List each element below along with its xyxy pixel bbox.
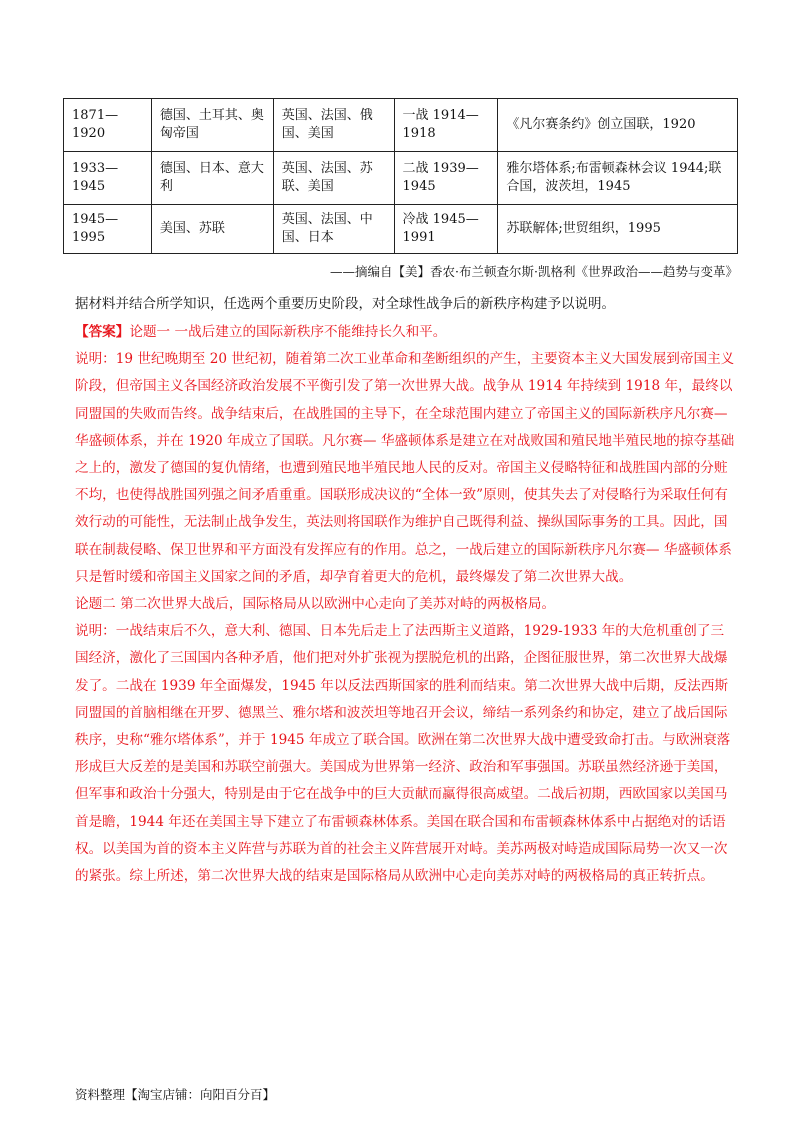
answer-tag: 【答案】 — [75, 324, 130, 340]
allies-cell: 英国、法国、俄国、美国 — [273, 99, 394, 152]
period-cell: 1933—1945 — [64, 152, 152, 205]
question-text: 据材料并结合所学知识，任选两个重要历史阶段，对全球性战争后的新秩序构建予以说明。 — [75, 296, 615, 312]
thesis-one-text: 论题一 一战后建立的国际新秩序不能维持长久和平。 — [129, 324, 447, 340]
thesis-one — [75, 319, 737, 346]
explanation-two: 说明：一战结束后不久，意大利、德国、日本先后走上了法西斯主义道路，1929-1933 年的大危机重创了三国经济，激化了三国国内各种矛盾，他们把对外扩张视为摆脱危机的出路，企图征服世界，第二次世界大战爆发了。二战在 1939 年全面爆发，1945 年以反法西斯国家的胜利而结束。第二次世界大战中后期，反法西斯同盟国的首脑相继在开罗、德黑兰、雅尔塔和波茨坦等地召开会议，缔结一系列条约和协定，建立了战后国际秩序，史称“雅尔塔体系”，并于 1945 年成立了联合国。欧洲在第二次世界大战中遭受致命打击。与欧洲衰落形成巨大反差的是美国和苏联空前强大。美国成为世界第一经济、政治和军事强国。苏联虽然经济逊于美国，但军事和政治十分强大，特别是由于它在战争中的巨大贡献而赢得很高威望。二战后初期，西欧国家以美国马首是瞻，1944 年还在美国主导下建立了布雷顿森林体系。美国在联合国和布雷顿森林体系中占据绝对的话语权。以美国为首的资本主义阵营与苏联为首的社会主义阵营展开对峙。美苏两极对峙造成国际局势一次又一次的紧张。综上所述，第二次世界大战的结束是国际格局从欧洲中心走向美苏对峙的两极格局的真正转折点。 — [75, 623, 731, 885]
table-row — [64, 152, 738, 205]
powers-cell: 美国、苏联 — [151, 205, 273, 254]
outcome-cell: 《凡尔赛条约》创立国联，1920 — [498, 99, 738, 152]
powers-cell: 德国、日本、意大利 — [151, 152, 273, 205]
period-cell: 1945—1995 — [64, 205, 152, 254]
period-cell: 1871—1920 — [64, 99, 152, 152]
source-citation: ——摘编自【美】香农·布兰顿查尔斯·凯格利《世界政治——趋势与变革》 — [330, 264, 738, 279]
thesis-two: 论题二 第二次世界大战后，国际格局从以欧洲中心走向了美苏对峙的两极格局。 — [75, 596, 556, 613]
outcome-cell: 雅尔塔体系;布雷顿森林会议 1944;联合国，波茨坦，1945 — [498, 152, 738, 205]
war-cell: 二战 1939—1945 — [394, 152, 498, 205]
answer-block — [75, 319, 737, 890]
history-table — [63, 98, 738, 254]
allies-cell: 英国、法国、苏联、美国 — [273, 152, 394, 205]
war-cell: 一战 1914—1918 — [394, 99, 498, 152]
powers-cell: 德国、土耳其、奥匈帝国 — [151, 99, 273, 152]
table-row — [64, 99, 738, 152]
allies-cell: 英国、法国、中国、日本 — [273, 205, 394, 254]
war-cell: 冷战 1945—1991 — [394, 205, 498, 254]
table-row — [64, 205, 738, 254]
footer-text: 资料整理【淘宝店铺：向阳百分百】 — [75, 1087, 276, 1102]
outcome-cell: 苏联解体;世贸组织，1995 — [498, 205, 738, 254]
explanation-one: 说明：19 世纪晚期至 20 世纪初，随着第二次工业革命和垄断组织的产生，主要资本主义大国发展到帝国主义阶段，但帝国主义各国经济政治发展不平衡引发了第一次世界大战。战争从 1914 年持续到 1918 年，最终以同盟国的失败而告终。战争结束后，在战胜国的主导下，在全球范围内建立了帝国主义的国际新秩序凡尔赛—华盛顿体系，并在 1920 年成立了国联。凡尔赛— 华盛顿体系是建立在对战败国和殖民地半殖民地的掠夺基础之上的，激发了德国的复仇情绪，也遭到殖民地半殖民地人民的反对。帝国主义侵略特征和战胜国内部的分赃不均，也使得战胜国列强之间矛盾重重。国联形成决议的“全体一致”原则，使其失去了对侵略行为采取任何有效行动的可能性，无法制止战争发生，英法则将国联作为维护自己既得利益、操纵国际事务的工具。因此，国联在制裁侵略、保卫世界和平方面没有发挥应有的作用。总之，一战后建立的国际新秩序凡尔赛— 华盛顿体系只是暂时缓和帝国主义国家之间的矛盾，却孕育着更大的危机，最终爆发了第二次世界大战。 — [75, 351, 735, 585]
